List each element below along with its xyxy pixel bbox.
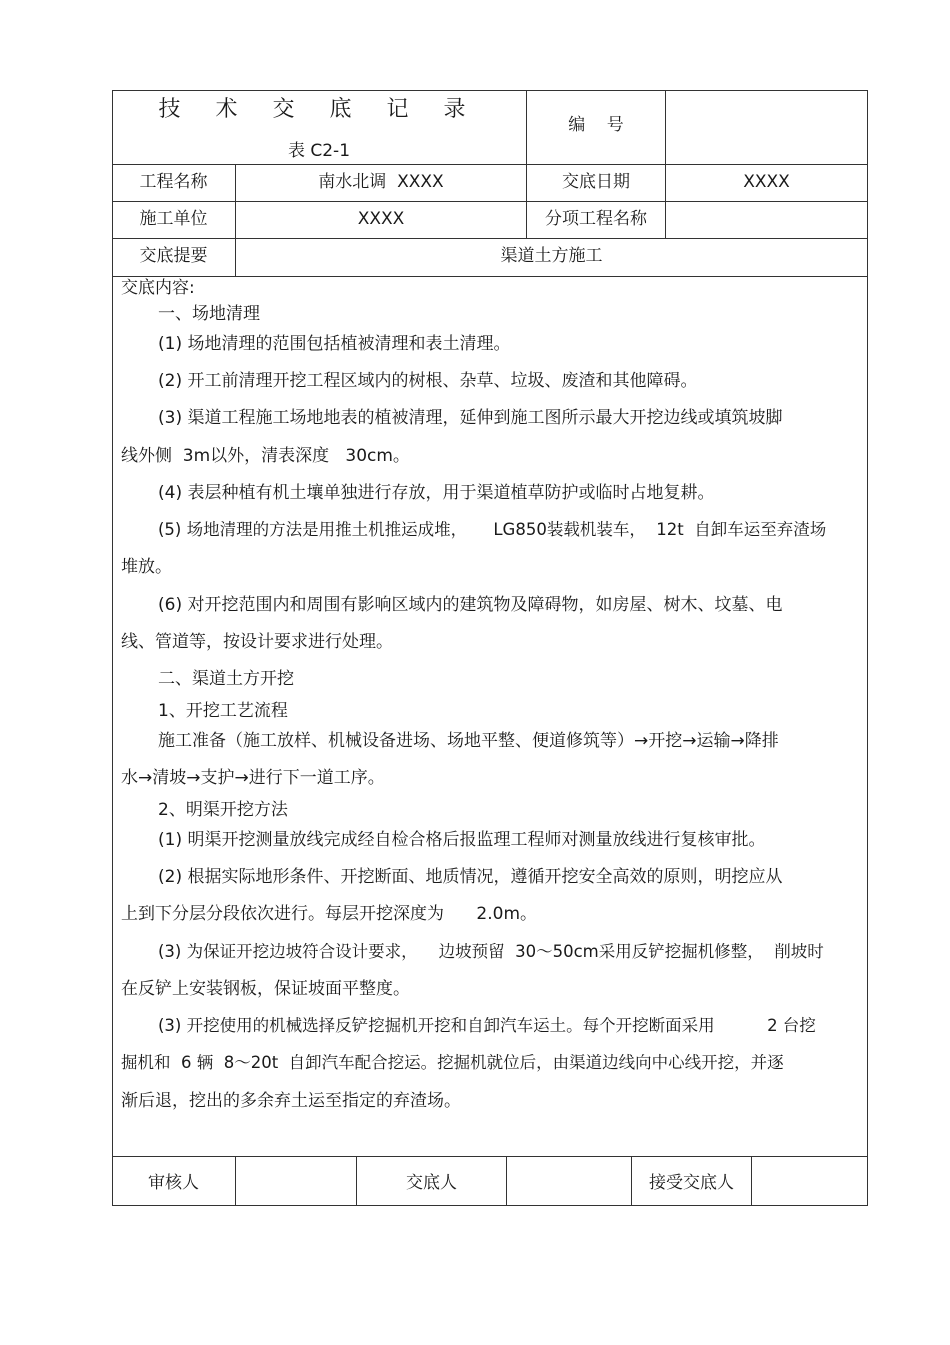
- content-line: (3) 开挖使用的机械选择反铲挖掘机开挖和自卸汽车运土。每个开挖断面采用 2 台挖: [158, 1016, 816, 1035]
- content-line: (1) 场地清理的范围包括植被清理和表土清理。: [158, 334, 511, 354]
- content-line: (3) 为保证开挖边坡符合设计要求， 边坡预留 30～50cm采用反铲挖掘机修整， 削坡时: [158, 942, 824, 961]
- document-title: 技 术 交 底 记 录: [158, 97, 480, 122]
- code-label: 编 号: [568, 115, 624, 135]
- receiver-label: 接受交底人: [649, 1173, 734, 1193]
- content-line: (1) 明渠开挖测量放线完成经自检合格后报监理工程师对测量放线进行复核审批。: [158, 830, 766, 850]
- section-heading: 一、场地清理: [158, 304, 260, 324]
- content-line: 线、管道等，按设计要求进行处理。: [121, 632, 393, 652]
- table-bottom-border: [112, 1205, 868, 1206]
- project-name-value: 南水北调 XXXX: [318, 172, 444, 192]
- row-divider-project: [112, 201, 868, 202]
- content-line: 堆放。: [121, 557, 172, 577]
- table-top-border: [112, 90, 868, 91]
- date-value: XXXX: [743, 172, 790, 192]
- table-right-border: [867, 90, 868, 1206]
- summary-label: 交底提要: [139, 246, 208, 266]
- row-divider-summary: [112, 276, 868, 277]
- section-heading: 二、渠道土方开挖: [158, 669, 294, 689]
- content-line: (5) 场地清理的方法是用推土机推运成堆， LG850装载机装车， 12t 自卸车运至弃渣场: [158, 520, 827, 539]
- content-line: (2) 根据实际地形条件、开挖断面、地质情况，遵循开挖安全高效的原则，明挖应从: [158, 867, 783, 887]
- row-divider-header: [112, 164, 868, 165]
- unit-value: XXXX: [357, 209, 405, 229]
- content-line: (3) 渠道工程施工场地地表的植被清理，延伸到施工图所示最大开挖边线或填筑坡脚: [158, 408, 783, 428]
- footer-divider-5: [751, 1156, 752, 1206]
- footer-divider-3: [506, 1156, 507, 1206]
- content-line: (4) 表层种植有机土壤单独进行存放，用于渠道植草防护或临时占地复耕。: [158, 483, 715, 503]
- summary-value: 渠道土方施工: [500, 246, 603, 266]
- row-divider-content: [112, 1156, 868, 1157]
- content-line: 水→清坡→支护→进行下一道工序。: [121, 768, 385, 788]
- content-line: 掘机和 6 辆 8～20t 自卸汽车配合挖运。挖掘机就位后，由渠道边线向中心线开挖，并逐: [121, 1053, 784, 1072]
- content-line: (2) 开工前清理开挖工程区域内的树根、杂草、垃圾、废渣和其他障碍。: [158, 371, 698, 391]
- content-line: (6) 对开挖范围内和周围有影响区域内的建筑物及障碍物，如房屋、树木、坟墓、电: [158, 595, 783, 615]
- unit-label: 施工单位: [139, 209, 208, 229]
- subproject-label: 分项工程名称: [545, 209, 647, 229]
- subsection-heading: 1、开挖工艺流程: [158, 701, 288, 721]
- date-label: 交底日期: [562, 172, 630, 192]
- project-name-label: 工程名称: [139, 172, 208, 192]
- form-number: 表 C2-1: [287, 141, 351, 161]
- content-line: 上到下分层分段依次进行。每层开挖深度为 2.0m。: [121, 904, 538, 924]
- content-line: 在反铲上安装钢板，保证坡面平整度。: [121, 979, 410, 999]
- row-divider-unit: [112, 238, 868, 239]
- reviewer-label: 审核人: [148, 1173, 199, 1193]
- col-divider-right: [665, 90, 666, 239]
- subsection-heading: 2、明渠开挖方法: [158, 800, 288, 820]
- presenter-label: 交底人: [406, 1173, 457, 1193]
- content-line: 线外侧 3m以外，清表深度 30cm。: [121, 446, 410, 466]
- content-heading: 交底内容:: [121, 278, 195, 298]
- content-line: 渐后退，挖出的多余弃土运至指定的弃渣场。: [121, 1091, 461, 1111]
- footer-divider-1: [235, 1156, 236, 1206]
- content-line: 施工准备（施工放样、机械设备进场、场地平整、便道修筑等）→开挖→运输→降排: [158, 731, 779, 751]
